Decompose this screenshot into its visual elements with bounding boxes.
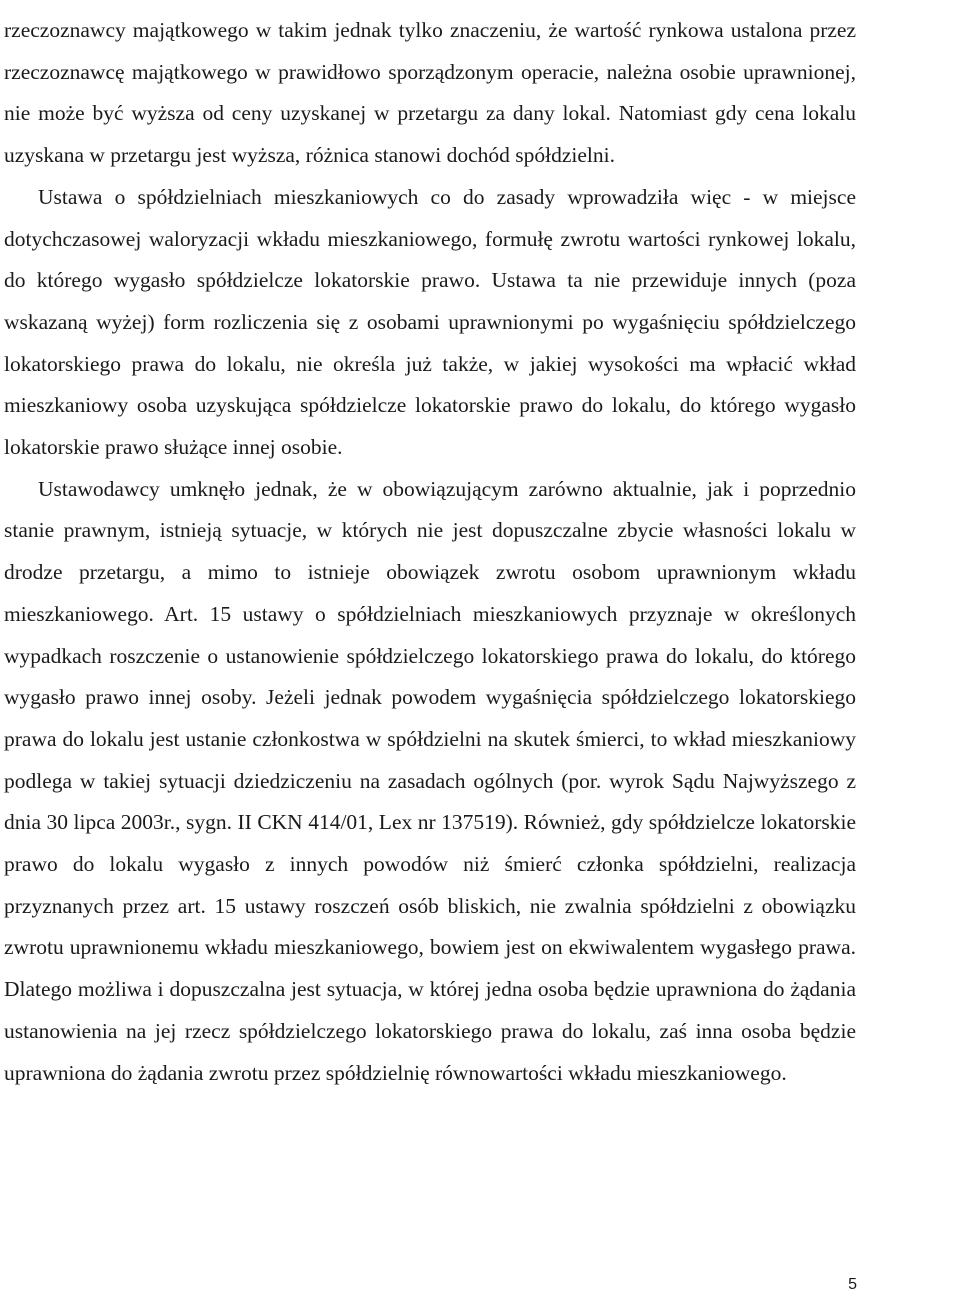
- page-number: 5: [848, 1276, 857, 1293]
- paragraph-ustawodawcy: Ustawodawcy umknęło jednak, że w obowiązującym zarówno aktualnie, jak i poprzednio stanie prawnym, istnieją sytuacje, w których nie jest dopuszczalne zbycie własności lokalu w drodze przetargu, a mimo to istnieje obowiązek zwrotu osobom uprawnionym wkładu mieszkaniowego. Art. 15 ustawy o spółdzielniach mieszkaniowych przyznaje w określonych wypadkach roszczenie o ustanowienie spółdzielczego lokatorskiego prawa do lokalu, do którego wygasło prawo innej osoby. Jeżeli jednak powodem wygaśnięcia spółdzielczego lokatorskiego prawa do lokalu jest ustanie członkostwa w spółdzielni na skutek śmierci, to wkład mieszkaniowy podlega w takiej sytuacji dziedziczeniu na zasadach ogólnych (por. wyrok Sądu Najwyższego z dnia 30 lipca 2003r., sygn. II CKN 414/01, Lex nr 137519). Również, gdy spółdzielcze lokatorskie prawo do lokalu wygasło z innych powodów niż śmierć członka spółdzielni, realizacja przyznanych przez art. 15 ustawy roszczeń osób bliskich, nie zwalnia spółdzielni z obowiązku zwrotu uprawnionemu wkładu mieszkaniowego, bowiem jest on ekwiwalentem wygasłego prawa. Dlatego możliwa i dopuszczalna jest sytuacja, w której jedna osoba będzie uprawniona do żądania ustanowienia na jej rzecz spółdzielczego lokatorskiego prawa do lokalu, zaś inna osoba będzie uprawniona do żądania zwrotu przez spółdzielnię równowartości wkładu mieszkaniowego.: [4, 476, 856, 1085]
- paragraph-ustawa: Ustawa o spółdzielniach mieszkaniowych co do zasady wprowadziła więc - w miejsce dotychczasowej waloryzacji wkładu mieszkaniowego, formułę zwrotu wartości rynkowej lokalu, do którego wygasło spółdzielcze lokatorskie prawo. Ustawa ta nie przewiduje innych (poza wskazaną wyżej) form rozliczenia się z osobami uprawnionymi po wygaśnięciu spółdzielczego lokatorskiego prawa do lokalu, nie określa już także, w jakiej wysokości ma wpłacić wkład mieszkaniowy osoba uzyskująca spółdzielcze lokatorskie prawo do lokalu, do którego wygasło lokatorskie prawo służące innej osobie.: [4, 184, 856, 460]
- document-body: [4, 10, 856, 1094]
- paragraph-continuation: rzeczoznawcy majątkowego w takim jednak tylko znaczeniu, że wartość rynkowa ustalona przez rzeczoznawcę majątkowego w prawidłowo sporządzonym operacie, należna osobie uprawnionej, nie może być wyższa od ceny uzyskanej w przetargu za dany lokal. Natomiast gdy cena lokalu uzyskana w przetargu jest wyższa, różnica stanowi dochód spółdzielni.: [4, 18, 856, 168]
